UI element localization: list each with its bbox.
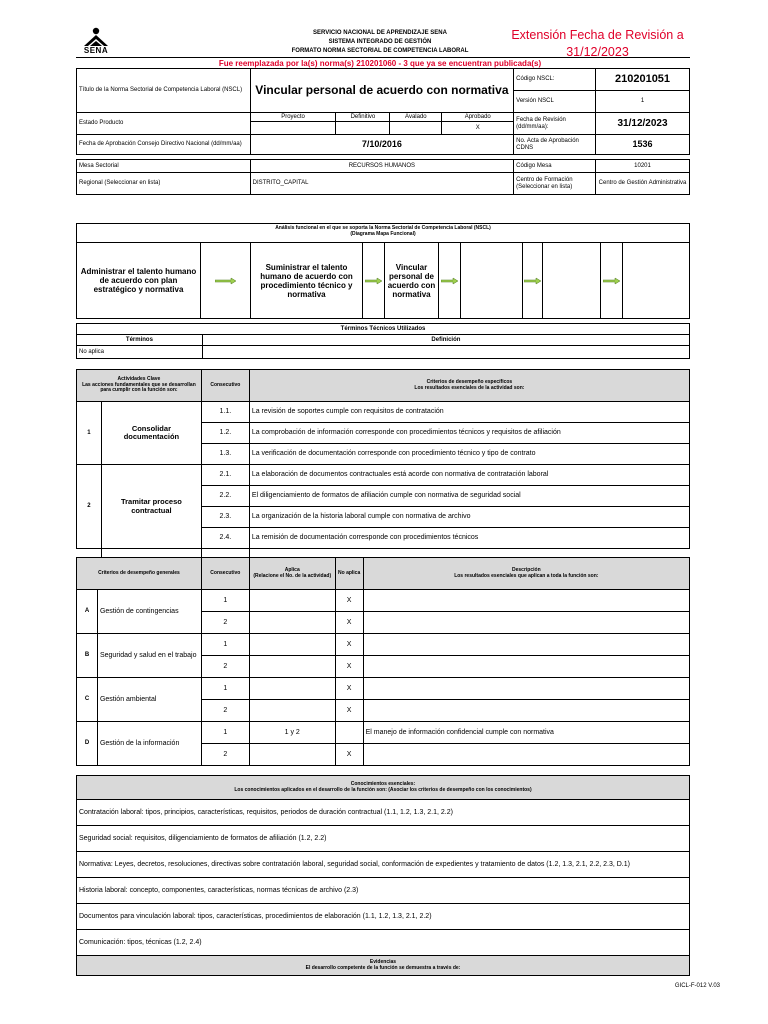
general-applies (249, 656, 335, 678)
title-value: Vincular personal de acuerdo con normativa (250, 69, 514, 113)
terms-row-term: No aplica (77, 346, 203, 359)
general-na: X (335, 700, 363, 722)
function-box-2: Suministrar el talento humano de acuerdo con procedimiento técnico y normativa (251, 243, 363, 318)
functional-subtitle: (Diagrama Mapa Funcional) (350, 230, 416, 237)
general-consec: 1 (201, 590, 249, 612)
knowledge-item: Normativa: Leyes, decretos, resoluciones, directivas sobre contratación laboral, seguridad social, conformación de expedientes y tratamiento de datos (1.2, 1.3, 2.1, 2.2, 2.3, D.1) (77, 852, 690, 878)
general-header-consec: Consecutivo (201, 558, 249, 590)
criterion-code: 1.3. (201, 444, 249, 465)
general-desc (363, 744, 689, 766)
knowledge-item: Historia laboral: concepto, componentes, características, normas técnicas de archivo (2.3) (77, 878, 690, 904)
state-value-definitivo (336, 122, 390, 135)
mesa-label: Mesa Sectorial (77, 160, 251, 173)
org-name: SERVICIO NACIONAL DE APRENDIZAJE SENA (313, 30, 447, 36)
activities-header-criteria-sub: Los resultados esenciales de la actividad son: (414, 384, 525, 391)
state-header-proyecto: Proyecto (250, 113, 336, 122)
title-label: Título de la Norma Sectorial de Competencia Laboral (NSCL) (77, 69, 251, 113)
revision-label: Fecha de Revisión (dd/mm/aa): (514, 113, 596, 135)
criterion-text: La remisión de documentación corresponde con procedimientos técnicos (249, 528, 689, 549)
knowledge-item: Comunicación: tipos, técnicas (1.2, 2.4) (77, 930, 690, 956)
activities-header-title: Actividades Clave (117, 376, 161, 383)
criterion-code: 1.1. (201, 402, 249, 423)
criterion-text: La verificación de documentación corresponde con procedimiento técnico y tipo de contrato (249, 444, 689, 465)
criterion-text: El diligenciamiento de formatos de afiliación cumple con normativa de seguridad social (249, 486, 689, 507)
arrow-icon (601, 243, 623, 318)
general-applies (249, 700, 335, 722)
general-applies (249, 678, 335, 700)
activity-num: 1 (77, 402, 102, 465)
criterion-text: La revisión de soportes cumple con requisitos de contratación (249, 402, 689, 423)
general-header-desc-sub: Los resultados esenciales que aplican a toda la función son: (454, 572, 599, 579)
terms-row-definition (202, 346, 689, 359)
arrow-icon (439, 243, 461, 318)
general-header-na: No aplica (335, 558, 363, 590)
state-value-proyecto (250, 122, 336, 135)
mesa-code-label: Código Mesa (514, 160, 596, 173)
general-na: X (335, 612, 363, 634)
general-na: X (335, 590, 363, 612)
general-na: X (335, 678, 363, 700)
general-desc (363, 590, 689, 612)
mesa-value: RECURSOS HUMANOS (250, 160, 514, 173)
criterion-text: La elaboración de documentos contractuales está acorde con normativa de contratación laboral (249, 465, 689, 486)
code-value: 210201051 (596, 69, 690, 91)
approval-value: 7/10/2016 (250, 135, 514, 155)
format-name: FORMATO NORMA SECTORIAL DE COMPETENCIA LABORAL (291, 47, 469, 54)
activities-table (76, 369, 690, 557)
knowledge-title: Conocimientos esenciales: (350, 781, 416, 787)
general-letter: A (77, 590, 98, 634)
general-name: Seguridad y salud en el trabajo (97, 634, 201, 678)
general-na (335, 722, 363, 744)
general-consec: 1 (201, 678, 249, 700)
functional-title: Análisis funcional en el que se soporta la Norma Sectorial de Competencia Laboral (NSCL) (275, 225, 491, 231)
knowledge-subtitle: Los conocimientos aplicados en el desarrollo de la función son: (Asociar los criterios de desempeño con los conocimientos) (234, 786, 532, 793)
general-applies (249, 590, 335, 612)
state-header-avalado: Avalado (390, 113, 442, 122)
evidence-title: Evidencias (369, 959, 397, 965)
activity-num: 2 (77, 465, 102, 549)
general-header-desc: Descripción (512, 567, 541, 573)
knowledge-table (76, 775, 690, 976)
general-name: Gestión de contingencias (97, 590, 201, 634)
criterion-code: 2.4. (201, 528, 249, 549)
general-header-applies: Aplica (284, 567, 300, 573)
general-applies (249, 612, 335, 634)
activities-header-consec: Consecutivo (201, 370, 249, 402)
criterion-text: La comprobación de información corresponde con procedimientos técnicos y requisitos de afiliación (249, 423, 689, 444)
general-consec: 1 (201, 634, 249, 656)
criterion-code: 1.2. (201, 423, 249, 444)
general-desc (363, 656, 689, 678)
center-value: Centro de Gestión Administrativa (596, 173, 690, 195)
general-letter: C (77, 678, 98, 722)
general-consec: 1 (201, 722, 249, 744)
activities-header-criteria: Criterios de desempeño específicos (426, 379, 513, 385)
functional-map (76, 223, 690, 319)
general-desc (363, 612, 689, 634)
empty-function-box (461, 243, 523, 318)
general-na: X (335, 634, 363, 656)
general-consec: 2 (201, 612, 249, 634)
arrow-icon (201, 243, 251, 318)
terms-title: Términos Técnicos Utilizados (77, 324, 690, 335)
general-na: X (335, 656, 363, 678)
knowledge-item: Documentos para vinculación laboral: tipos, características, procedimientos de elaboración (1.1, 1.2, 1.3, 2.1, 2.2) (77, 904, 690, 930)
state-header-definitivo: Definitivo (336, 113, 390, 122)
act-label: No. Acta de Aprobación CDNS (514, 135, 596, 155)
mesa-code-value: 10201 (596, 160, 690, 173)
approval-label: Fecha de Aprobación Consejo Directivo Nacional (dd/mm/aa) (77, 135, 251, 155)
center-label: Centro de Formación (Seleccionar en lista) (514, 173, 596, 195)
general-desc (363, 634, 689, 656)
general-desc (363, 678, 689, 700)
footer-code: GICL-F-012 V.03 (674, 983, 720, 989)
general-applies: 1 y 2 (249, 722, 335, 744)
version-label: Versión NSCL (514, 91, 596, 113)
extension-line2: 31/12/2023 (566, 45, 629, 59)
general-letter: B (77, 634, 98, 678)
act-value: 1536 (596, 135, 690, 155)
arrow-icon (363, 243, 385, 318)
replaced-notice: Fue reemplazada por la(s) norma(s) 210201060 - 3 que ya se encuentran publicada(s) (218, 59, 542, 68)
general-letter: D (77, 722, 98, 766)
regional-label: Regional (Seleccionar en lista) (77, 173, 251, 195)
arrow-icon (523, 243, 543, 318)
info-table (76, 68, 690, 195)
logo-text: SENA (83, 46, 109, 55)
general-name: Gestión de la información (97, 722, 201, 766)
sena-logo (78, 26, 114, 56)
version-value: 1 (596, 91, 690, 113)
terms-col-definition: Definición (202, 335, 689, 346)
evidence-subtitle: El desarrollo competente de la función se demuestra a través de: (305, 964, 461, 971)
knowledge-item: Contratación laboral: tipos, principios, características, requisitos, periodos de duración contractual (1.1, 1.2, 1.3, 2.1, 2.2) (77, 800, 690, 826)
criterion-code: 2.3. (201, 507, 249, 528)
knowledge-item: Seguridad social: requisitos, diligenciamiento de formatos de afiliación (1.2, 2.2) (77, 826, 690, 852)
general-header-criteria: Criterios de desempeño generales (77, 558, 202, 590)
function-box-1: Administrar el talento humano de acuerdo con plan estratégico y normativa (77, 243, 201, 318)
general-consec: 2 (201, 656, 249, 678)
general-desc (363, 700, 689, 722)
terms-col-terms: Términos (77, 335, 203, 346)
general-criteria-table (76, 557, 690, 766)
terms-table (76, 323, 690, 359)
general-na: X (335, 744, 363, 766)
code-label: Código NSCL: (514, 69, 596, 91)
state-header-aprobado: Aprobado (442, 113, 514, 122)
general-name: Gestión ambiental (97, 678, 201, 722)
state-label: Estado Producto (77, 113, 251, 135)
criterion-code: 2.2. (201, 486, 249, 507)
state-value-avalado (390, 122, 442, 135)
general-applies (249, 634, 335, 656)
criterion-text: La organización de la historia laboral cumple con normativa de archivo (249, 507, 689, 528)
general-consec: 2 (201, 700, 249, 722)
general-desc: El manejo de información confidencial cumple con normativa (363, 722, 689, 744)
activity-name: Tramitar proceso contractual (101, 465, 201, 549)
revision-value: 31/12/2023 (596, 113, 690, 135)
general-header-applies-sub: (Relacione el No. de la actividad) (253, 572, 332, 579)
criterion-code: 2.1. (201, 465, 249, 486)
system-name: SISTEMA INTEGRADO DE GESTIÓN (328, 38, 432, 45)
empty-function-box (543, 243, 601, 318)
extension-line1: Extensión Fecha de Revisión a (511, 28, 684, 42)
general-applies (249, 744, 335, 766)
regional-value: DISTRITO_CAPITAL (250, 173, 514, 195)
state-value-aprobado: X (442, 122, 514, 135)
general-consec: 2 (201, 744, 249, 766)
function-box-3: Vincular personal de acuerdo con normativa (385, 243, 439, 318)
activities-header-sub: Las acciones fundamentales que se desarrollan para cumplir con la función son: (82, 381, 196, 394)
activity-name: Consolidar documentación (101, 402, 201, 465)
